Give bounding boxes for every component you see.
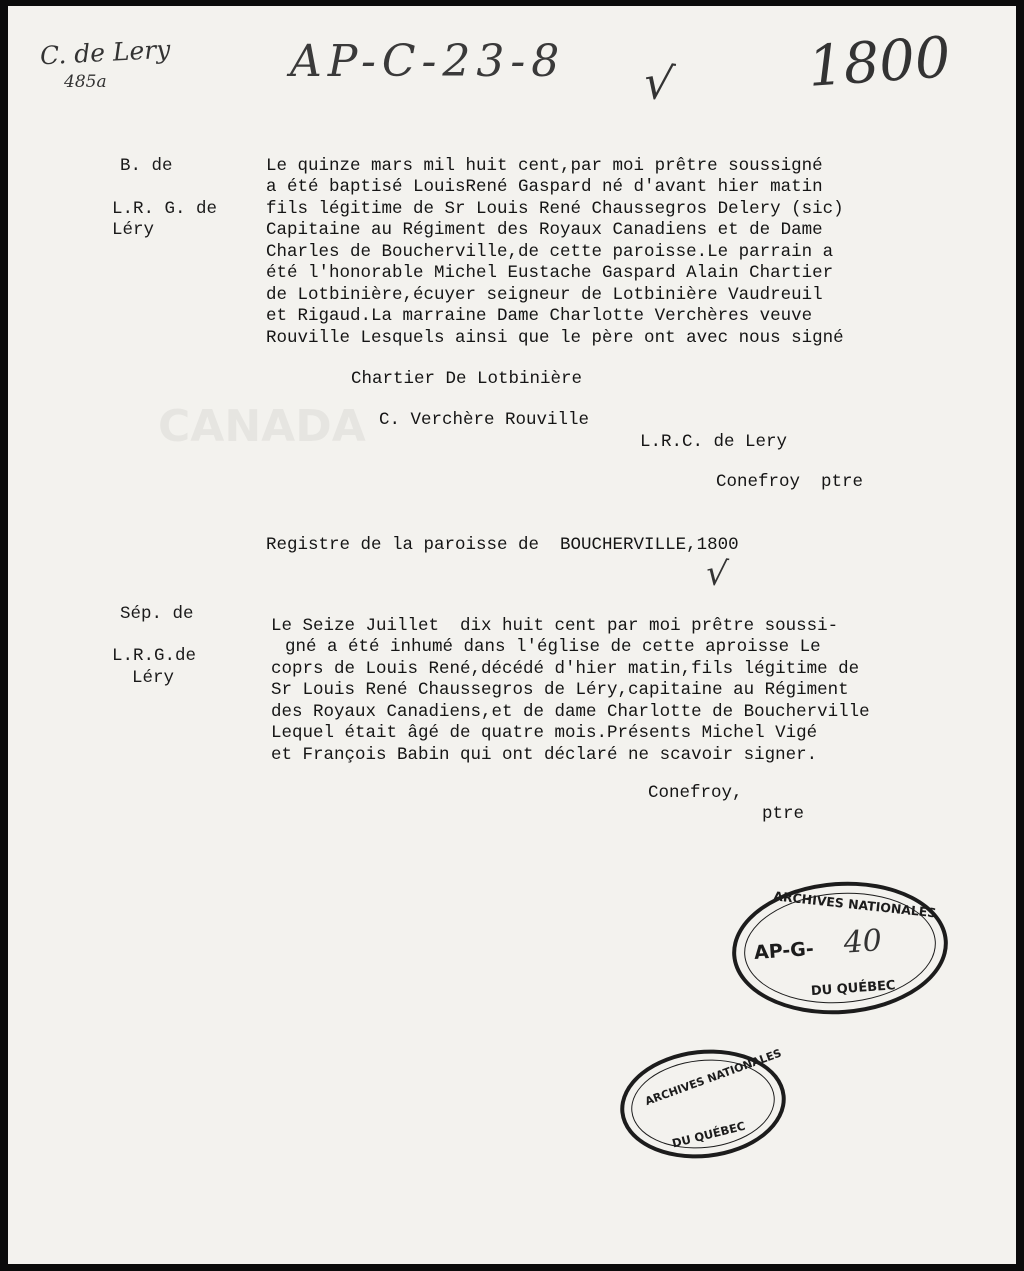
stamp2-top-text: ARCHIVES NATIONALES [643, 1046, 784, 1109]
author-note: C. de Lery [39, 34, 172, 71]
register-reference: Registre de la paroisse de BOUCHERVILLE,1800 [266, 535, 739, 555]
baptism-margin-line1: B. de [120, 156, 173, 176]
stamp1-number: 40 [842, 923, 883, 961]
burial-margin-line1: Sép. de [120, 604, 194, 624]
signature-lery: L.R.C. de Lery [640, 432, 788, 452]
archive-code: AP-C-23-8 [290, 36, 566, 87]
document-page [8, 6, 1016, 1264]
check-mark-register: √ [703, 552, 730, 596]
check-mark-top: √ [640, 54, 677, 112]
stamp1-top-text: ARCHIVES NATIONALES [772, 888, 938, 921]
archives-stamp-primary [728, 875, 953, 1022]
burial-signature-name: Conefroy, [648, 783, 743, 803]
baptism-line-1: Le quinze mars mil huit cent,par moi prêtre soussigné [266, 156, 823, 176]
reference-number: 485a [64, 72, 107, 92]
burial-line-3: coprs de Louis René,décédé d'hier matin,fils légitime de [271, 659, 860, 679]
signature-verchere: C. Verchère Rouville [379, 410, 590, 430]
year-annotation: 1800 [805, 25, 953, 100]
signature-conefroy: Conefroy ptre [716, 472, 864, 492]
stamp2-bottom-text: DU QUÉBEC [670, 1118, 747, 1151]
baptism-line-7: de Lotbinière,écuyer seigneur de Lotbinière Vaudreuil [266, 285, 823, 305]
baptism-margin-line2: L.R. G. de [112, 199, 218, 219]
stamp1-code: AP-G- [753, 937, 815, 964]
burial-signature-title: ptre [762, 804, 805, 824]
baptism-line-4: Capitaine au Régiment des Royaux Canadiens et de Dame [266, 220, 823, 240]
baptism-line-8: et Rigaud.La marraine Dame Charlotte Verchères veuve [266, 306, 813, 326]
burial-margin-line2: L.R.G.de [112, 646, 197, 666]
paper-watermark: CANADA [158, 401, 366, 452]
baptism-line-6: été l'honorable Michel Eustache Gaspard Alain Chartier [266, 263, 834, 283]
burial-line-5: des Royaux Canadiens,et de dame Charlotte de Boucherville [271, 702, 870, 722]
signature-chartier: Chartier De Lotbinière [351, 369, 583, 389]
baptism-margin-line3: Léry [112, 220, 155, 240]
burial-line-2: gné a été inhumé dans l'église de cette aproisse Le [285, 637, 821, 657]
baptism-line-9: Rouville Lesquels ainsi que le père ont avec nous signé [266, 328, 844, 348]
burial-line-1: Le Seize Juillet dix huit cent par moi prêtre soussi- [271, 616, 839, 636]
baptism-line-2: a été baptisé LouisRené Gaspard né d'avant hier matin [266, 177, 823, 197]
burial-line-7: et François Babin qui ont déclaré ne scavoir signer. [271, 745, 818, 765]
burial-line-4: Sr Louis René Chaussegros de Léry,capitaine au Régiment [271, 680, 849, 700]
archives-stamp-secondary [615, 1042, 791, 1167]
stamp1-bottom-text: DU QUÉBEC [810, 978, 896, 1000]
burial-line-6: Lequel était âgé de quatre mois.Présents Michel Vigé [271, 723, 818, 743]
baptism-line-3: fils légitime de Sr Louis René Chaussegros Delery (sic) [266, 199, 844, 219]
burial-margin-line3: Léry [132, 668, 175, 688]
baptism-line-5: Charles de Boucherville,de cette paroisse.Le parrain a [266, 242, 834, 262]
